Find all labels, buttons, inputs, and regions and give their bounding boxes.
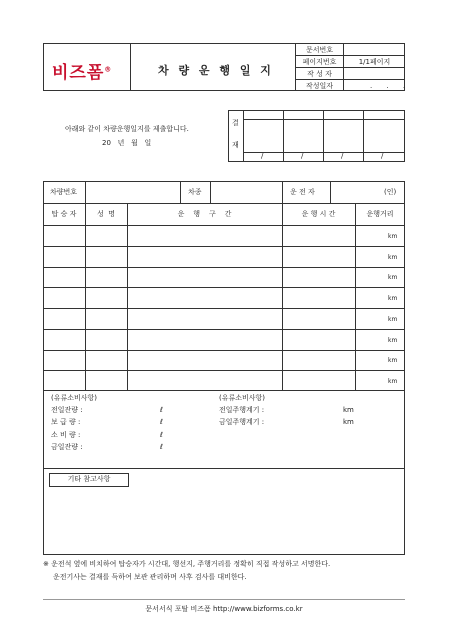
footnote-1: ※ 운전석 옆에 비치하여 탑승자가 시간대, 행선지, 주행거리를 정확히 직접 작성하고 서명한다. [43,560,331,568]
row-km-unit: km [388,316,398,323]
approval-date-mark: / [261,152,264,160]
fuel-section [43,391,405,469]
col-distance: 운행거리 [366,210,394,218]
row-divider [43,287,405,288]
fuel-unit: ℓ [160,443,163,451]
approval-label-2: 재 [232,141,239,149]
page-number-label: 페이지번호 [302,58,337,66]
submission-text: 아래와 같이 차량운행일지를 제출합니다. [65,125,189,133]
row-divider [43,370,405,371]
row-km-unit: km [388,233,398,240]
row-divider [43,308,405,309]
odometer-item: 금일주행계기 : [219,418,265,426]
col-time: 운 행 시 간 [301,210,336,218]
row-divider [43,267,405,268]
row-divider [43,329,405,330]
approval-date-mark: / [341,152,344,160]
col-name: 성 명 [97,210,115,218]
footer-text: 문서서식 포탈 비즈폼 http://www.bizforms.co.kr [145,605,303,613]
driver-label: 운 전 자 [290,188,315,196]
row-divider [43,350,405,351]
col-passenger: 탑 승 자 [51,210,77,218]
row-km-unit: km [388,337,398,344]
approval-box [228,110,405,162]
fuel-unit: ℓ [160,431,163,439]
date-value: . . . [370,82,412,90]
form-title: 차 량 운 행 일 지 [158,64,274,77]
seal-mark: (인) [384,188,397,196]
page-number-value: 1/1페이지 [358,58,391,66]
approval-date-mark: / [381,152,384,160]
fuel-unit: ℓ [160,406,163,414]
fuel-title: (유류소비사항) [51,394,98,402]
author-label: 작 성 자 [307,70,332,78]
notes-label: 기타 참고사항 [67,475,111,483]
approval-label-1: 결 [232,119,239,127]
odometer-title: (유류소비사항) [219,394,266,402]
odometer-item: 전일주행계기 : [219,406,265,414]
fuel-unit: ℓ [160,418,163,426]
footer-rule [43,599,405,600]
date-label: 작성일자 [305,82,334,90]
doc-number-label: 문서번호 [305,46,334,54]
submission-date: 20 년 월 일 [102,139,152,147]
row-km-unit: km [388,357,398,364]
row-km-unit: km [388,378,398,385]
fuel-item: 보 급 량 : [51,418,81,426]
bizforms-logo: 비즈폼® [52,63,113,83]
vehicle-type-label: 차종 [188,188,202,196]
col-route: 운 행 구 간 [177,210,232,218]
fuel-item: 금일잔량 : [51,443,83,451]
row-km-unit: km [388,254,398,261]
footnote-2: 운전기사는 결재를 득하여 보관 관리하며 사후 검사를 대비한다. [53,573,247,581]
approval-date-mark: / [301,152,304,160]
odometer-unit: km [343,406,354,414]
fuel-item: 전일잔량 : [51,406,83,414]
vehicle-number-label: 차량번호 [50,188,78,196]
row-divider [43,246,405,247]
row-km-unit: km [388,274,398,281]
row-km-unit: km [388,295,398,302]
fuel-item: 소 비 량 : [51,431,81,439]
odometer-unit: km [343,418,354,426]
